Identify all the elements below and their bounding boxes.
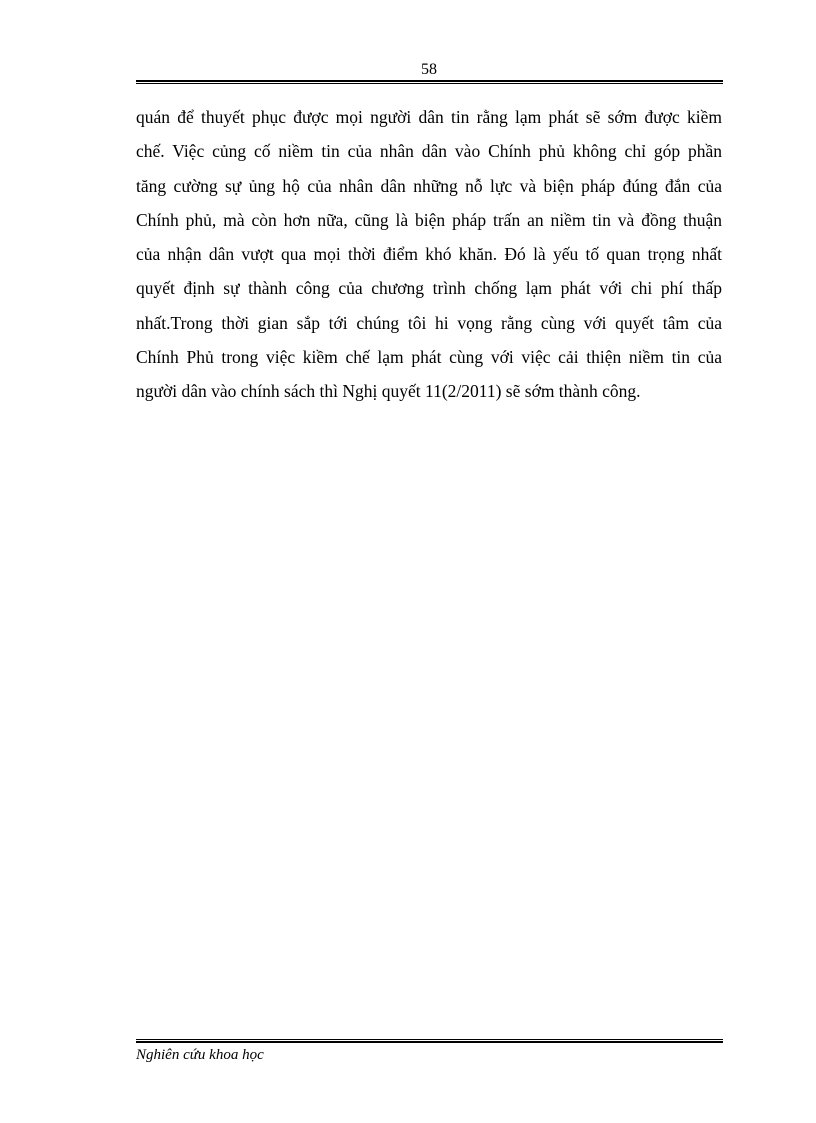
body-line: người dân vào chính sách thì Nghị quyết 11(2/2011) sẽ sớm thành công. xyxy=(136,381,641,402)
body-line: của nhận dân vượt qua mọi thời điểm khó khăn. Đó là yếu tố quan trọng nhất xyxy=(136,244,722,265)
header-rule xyxy=(136,80,723,84)
body-line: quán để thuyết phục được mọi người dân tin rằng lạm phát sẽ sớm được kiềm xyxy=(136,107,722,127)
page-number: 58 xyxy=(421,61,437,78)
body-line: tăng cường sự ủng hộ của nhân dân những nỗ lực và biện pháp đúng đắn của xyxy=(136,175,722,196)
body-line: Chính Phủ trong việc kiềm chế lạm phát cùng với việc cải thiện niềm tin của xyxy=(136,347,722,368)
body-line: nhất.Trong thời gian sắp tới chúng tôi hi vọng rằng cùng với quyết tâm của xyxy=(136,312,722,333)
body-line: quyết định sự thành công của chương trình chống lạm phát với chi phí thấp xyxy=(136,278,722,299)
body-line: chế. Việc củng cố niềm tin của nhân dân vào Chính phủ không chỉ góp phần xyxy=(136,141,722,162)
footer-rule xyxy=(136,1039,723,1043)
footer-text: Nghiên cứu khoa học xyxy=(136,1047,264,1063)
body-line: Chính phủ, mà còn hơn nữa, cũng là biện pháp trấn an niềm tin và đồng thuận xyxy=(136,209,722,230)
body-text xyxy=(136,100,722,409)
